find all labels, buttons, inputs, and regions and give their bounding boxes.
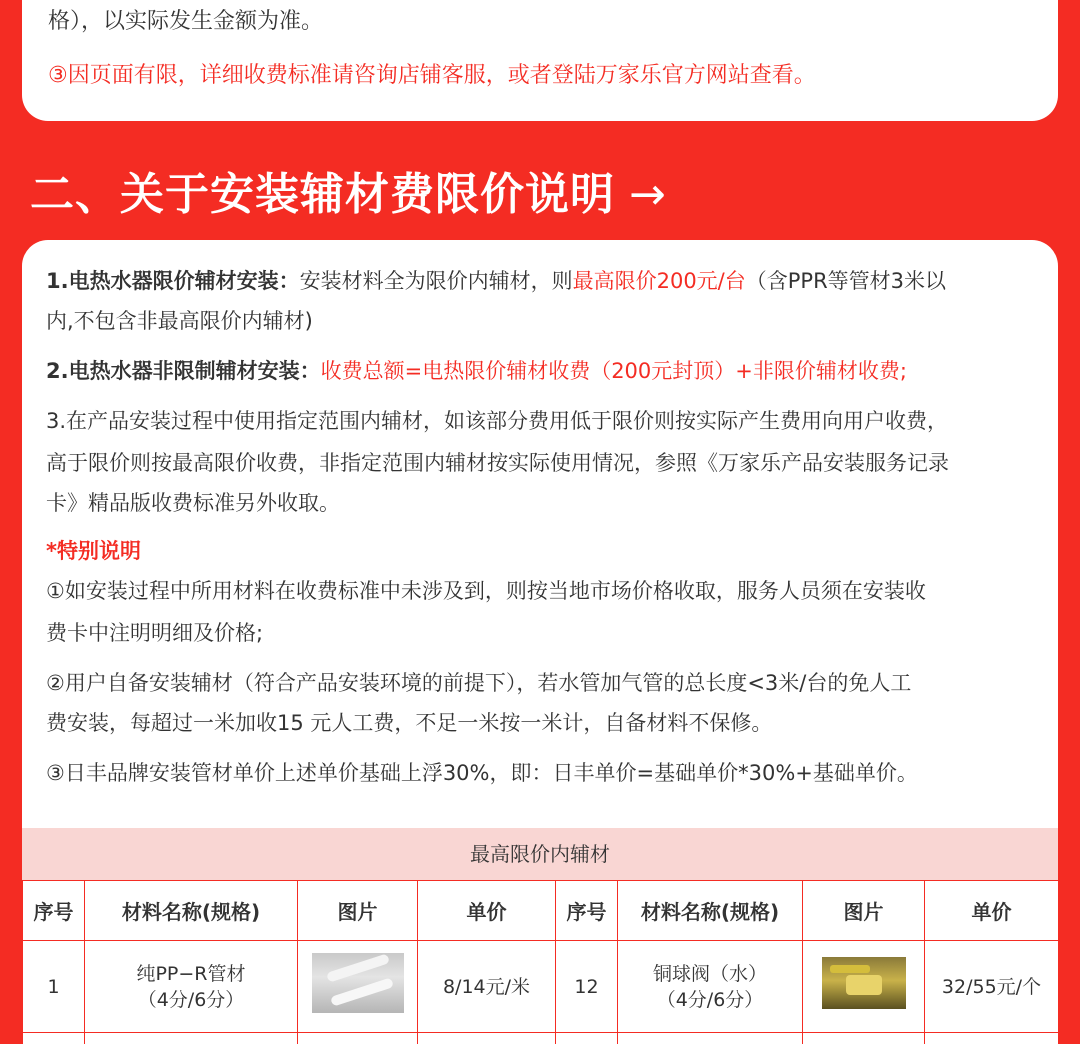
col-header: 序号 [23, 881, 85, 941]
table-header-row [23, 881, 1059, 941]
table-title: 最高限价内辅材 [22, 828, 1058, 880]
col-header: 序号 [556, 881, 618, 941]
row-number: 12 [556, 941, 618, 1033]
material-image-cell [298, 941, 418, 1033]
main-content-card [22, 240, 1058, 1044]
table-row [23, 1033, 1059, 1044]
section-title-text: 二、关于安装辅材费限价说明 [30, 169, 615, 220]
col-header: 单价 [418, 881, 556, 941]
pipe-photo [312, 953, 404, 1013]
special-title: *特别说明 [46, 539, 141, 563]
item-2 [46, 354, 907, 388]
col-header: 图片 [803, 881, 925, 941]
arrow-right-icon: → [629, 169, 667, 220]
valve-photo [822, 957, 906, 1009]
item-1-highlight: 最高限价200元/台 [572, 269, 746, 293]
col-header: 单价 [925, 881, 1059, 941]
unit-price: 8/14元/米 [418, 941, 556, 1033]
item-1-text-b: （含PPR等管材3米以 [745, 269, 947, 293]
item-3-line-1: 3.在产品安装过程中使用指定范围内辅材，如该部分费用低于限价则按实际产生费用向用户收费， [46, 409, 949, 433]
material-name-line: 纯PP−R管材 [136, 962, 246, 985]
special-1-line-2: 费卡中注明明细及价格; [46, 621, 264, 645]
item-2-label: 2.电热水器非限制辅材安装： [46, 359, 321, 383]
item-3-line-3: 卡》精品版收费标准另外收取。 [46, 491, 340, 515]
material-name [618, 941, 803, 1033]
item-1-line-2: 内,不包含非最高限价内辅材) [46, 309, 313, 333]
top-note-card [22, 0, 1058, 121]
row-number: 1 [23, 941, 85, 1033]
item-1-text-a: 安装材料全为限价内辅材，则 [299, 269, 573, 293]
section-title [30, 158, 667, 222]
col-header: 材料名称(规格) [618, 881, 803, 941]
item-1-label: 1.电热水器限价辅材安装： [46, 269, 300, 293]
material-image-cell [803, 941, 925, 1033]
special-2-line-1: ②用户自备安装辅材（符合产品安装环境的前提下），若水管加气管的总长度<3米/台的免人工 [46, 671, 912, 695]
table-row [23, 941, 1059, 1033]
col-header: 材料名称(规格) [85, 881, 298, 941]
special-1-line-1: ①如安装过程中所用材料在收费标准中未涉及到，则按当地市场价格收取，服务人员须在安装收 [46, 579, 926, 603]
material-spec-line: （4分/6分） [137, 988, 245, 1011]
item-1 [46, 264, 946, 298]
material-name-line: 铜球阀（水） [652, 962, 767, 985]
item-3-line-2: 高于限价则按最高限价收费，非指定范围内辅材按实际使用情况，参照《万家乐产品安装服务记录 [46, 451, 949, 475]
note-line-2: ③因页面有限，详细收费标准请咨询店铺客服，或者登陆万家乐官方网站查看。 [48, 63, 816, 88]
material-name [85, 941, 298, 1033]
special-2-line-2: 费安装，每超过一米加收15 元人工费，不足一米按一米计，自备材料不保修。 [46, 711, 773, 735]
materials-table [22, 880, 1058, 1044]
material-spec-line: （4分/6分） [656, 988, 764, 1011]
note-line-1: 格），以实际发生金额为准。 [48, 9, 324, 34]
item-2-text: 收费总额=电热限价辅材收费（200元封顶）+非限价辅材收费; [320, 359, 907, 383]
unit-price: 32/55元/个 [925, 941, 1059, 1033]
col-header: 图片 [298, 881, 418, 941]
special-3: ③日丰品牌安装管材单价上述单价基础上浮30%，即：日丰单价=基础单价*30%+基础单价。 [46, 761, 918, 785]
